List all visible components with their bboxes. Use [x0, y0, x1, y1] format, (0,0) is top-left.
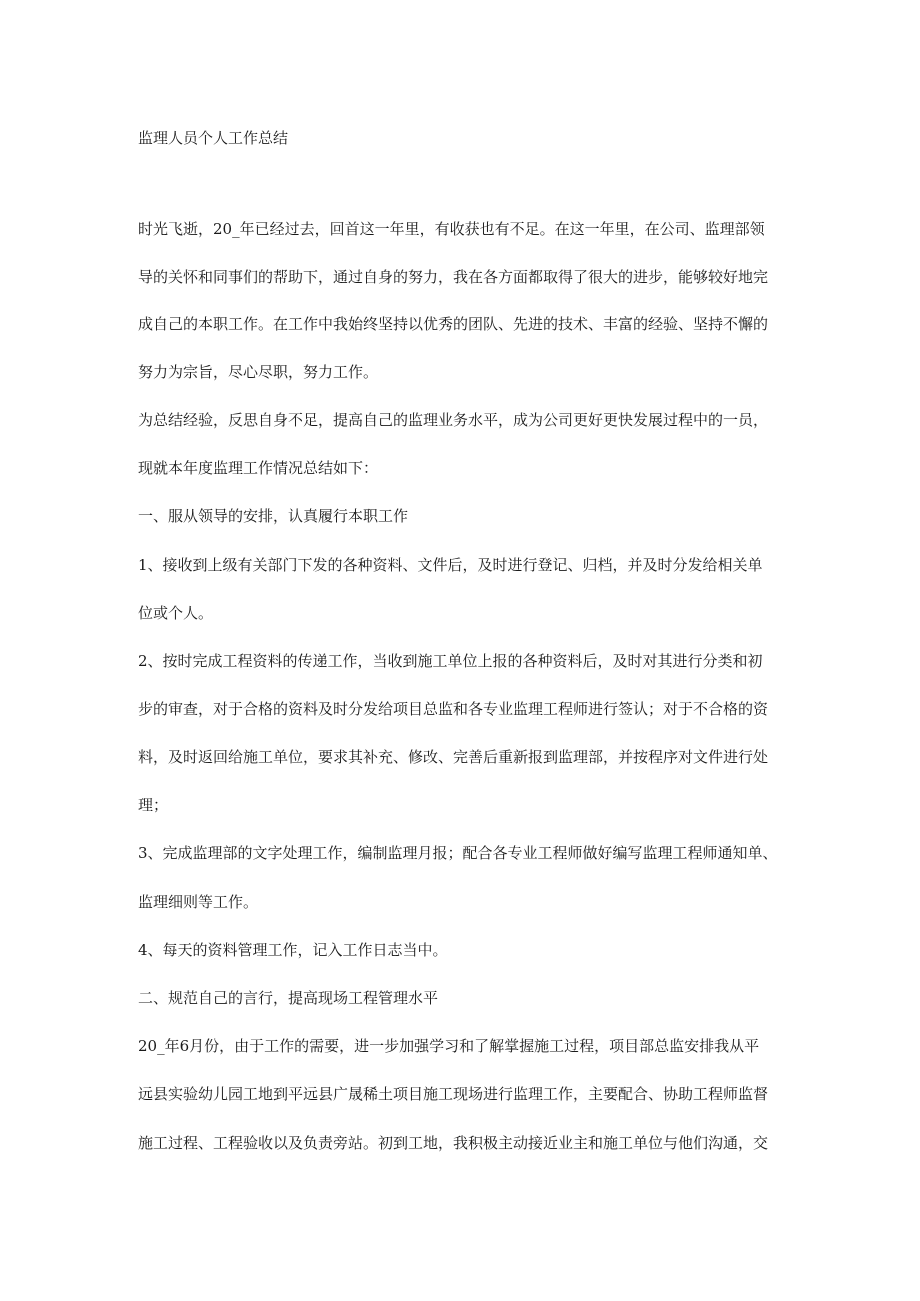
section-heading: 二、规范自己的言行，提高现场工程管理水平 — [138, 989, 439, 1007]
paragraph-line: 远县实验幼儿园工地到平远县广晟稀土项目施工现场进行监理工作，主要配合、协助工程师监督 — [138, 1085, 769, 1103]
paragraph-line: 2、按时完成工程资料的传递工作，当收到施工单位上报的各种资料后，及时对其进行分类和初 — [138, 652, 763, 670]
paragraph-line: 努力为宗旨，尽心尽职，努力工作。 — [138, 363, 379, 381]
paragraph-line: 为总结经验，反思自身不足，提高自己的监理业务水平，成为公司更好更快发展过程中的一员， — [138, 411, 769, 429]
paragraph-line: 成自己的本职工作。在工作中我始终坚持以优秀的团队、先进的技术、丰富的经验、坚持不懈的 — [138, 315, 769, 333]
section-heading: 一、服从领导的安排，认真履行本职工作 — [138, 507, 409, 525]
paragraph-line: 施工过程、工程验收以及负责旁站。初到工地，我积极主动接近业主和施工单位与他们沟通，交 — [138, 1134, 769, 1152]
paragraph-line: 料，及时返回给施工单位，要求其补充、修改、完善后重新报到监理部，并按程序对文件进行处 — [138, 748, 769, 766]
paragraph-line: 20_年6月份，由于工作的需要，进一步加强学习和了解掌握施工过程，项目部总监安排我从平 — [138, 1037, 760, 1055]
paragraph-line: 时光飞逝，20_年已经过去，回首这一年里，有收获也有不足。在这一年里，在公司、监理部领 — [138, 220, 765, 238]
paragraph-line: 导的关怀和同事们的帮助下，通过自身的努力，我在各方面都取得了很大的进步，能够较好地完 — [138, 268, 769, 286]
paragraph-line: 位或个人。 — [138, 604, 214, 622]
paragraph-line: 现就本年度监理工作情况总结如下： — [138, 459, 379, 477]
paragraph-line: 步的审查，对于合格的资料及时分发给项目总监和各专业监理工程师进行签认；对于不合格的资 — [138, 700, 769, 718]
paragraph-line: 理； — [138, 796, 169, 814]
paragraph-line: 3、完成监理部的文字处理工作，编制监理月报；配合各专业工程师做好编写监理工程师通知单、 — [138, 844, 778, 862]
paragraph-line: 监理细则等工作。 — [138, 893, 259, 911]
paragraph-line: 4、每天的资料管理工作，记入工作日志当中。 — [138, 941, 448, 959]
paragraph-line: 1、接收到上级有关部门下发的各种资料、文件后，及时进行登记、归档，并及时分发给相关单 — [138, 556, 763, 574]
document-title: 监理人员个人工作总结 — [138, 129, 289, 147]
